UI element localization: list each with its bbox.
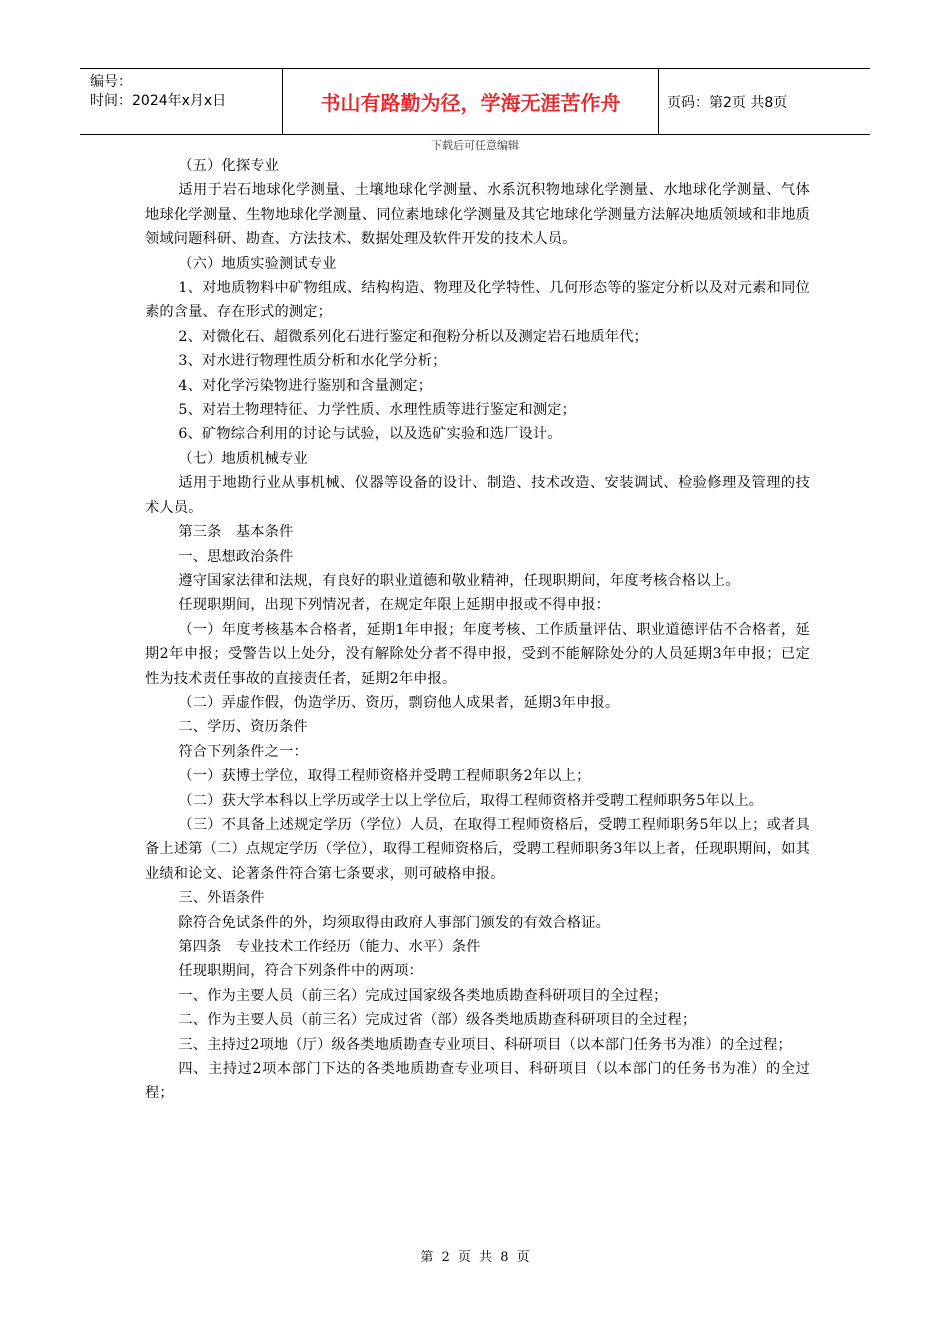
paragraph: 6、矿物综合利用的讨论与试验，以及选矿实验和选厂设计。: [178, 426, 562, 443]
document-body: [145, 154, 810, 1106]
paragraph: 5、对岩土物理特征、力学性质、水理性质等进行鉴定和测定；: [178, 402, 577, 419]
paragraph: 第四条 专业技术工作经历（能力、水平）条件: [178, 939, 481, 955]
paragraph: 四、主持过2项本部门下达的各类地质勘查专业项目、科研项目（以本部门的任务书为准）的全过程；: [145, 1061, 810, 1102]
paragraph: 适用于地勘行业从事机械、仪器等设备的设计、制造、技术改造、安装调试、检验修理及管理的技术人员。: [145, 475, 810, 516]
paragraph: 2、对微化石、超微系列化石进行鉴定和孢粉分析以及测定岩石地质年代；: [178, 328, 648, 345]
paragraph: （一）获博士学位，取得工程师资格并受聘工程师职务2年以上；: [178, 768, 591, 785]
paragraph: （二）获大学本科以上学历或学士以上学位后，取得工程师资格并受聘工程师职务5年以上。: [178, 792, 764, 809]
paragraph: （三）不具备上述规定学历（学位）人员，在取得工程师资格后，受聘工程师职务5年以上；或者具备上述第（二）点规定学历（学位），取得工程师资格后，受聘工程师职务3年以上者，任现职期间，如其业绩和论文、论著条件符合第七条要求，则可破格申报。: [145, 816, 810, 882]
paragraph: （六）地质实验测试专业: [178, 255, 337, 272]
paragraph: 三、主持过2项地（厅）级各类地质勘查专业项目、科研项目（以本部门任务书为准）的全过程；: [178, 1036, 792, 1053]
paragraph: 任现职期间，出现下列情况者，在规定年限上延期申报或不得申报：: [178, 597, 610, 614]
document-time-label: 时间：2024年x月x日: [90, 93, 227, 109]
paragraph: 1、对地质物料中矿物组成、结构构造、物理及化学特性、几何形态等的鉴定分析以及对元素和同位素的含量、存在形式的测定；: [145, 280, 810, 321]
paragraph: 3、对水进行物理性质分析和水化学分析；: [178, 353, 447, 370]
paragraph: （七）地质机械专业: [178, 450, 308, 467]
paragraph: 二、作为主要人员（前三名）完成过省（部）级各类地质勘查科研项目的全过程；: [178, 1012, 697, 1029]
paragraph: 第三条 基本条件: [178, 524, 294, 541]
paragraph: 二、学历、资历条件: [178, 719, 308, 736]
page-footer: 第 2 页 共 8 页: [420, 1250, 530, 1265]
document-number-label: 编号：: [90, 74, 132, 90]
header-meta: [80, 69, 282, 134]
paragraph: 一、作为主要人员（前三名）完成过国家级各类地质勘查科研项目的全过程；: [178, 987, 668, 1004]
header-motto: 书山有路勤为径，学海无涯苦作舟: [282, 69, 659, 134]
paragraph: （一）年度考核基本合格者，延期1年申报；年度考核、工作质量评估、职业道德评估不合格者，延期2年申报；受警告以上处分，没有解除处分者不得申报，受到不能解除处分的人员延期3年申报；已定性为技术责任事故的直接责任者，延期2年申报。: [145, 621, 810, 687]
paragraph: 符合下列条件之一：: [178, 743, 308, 760]
paragraph: （二）弄虚作假，伪造学历、资历，剽窃他人成果者，延期3年申报。: [178, 694, 620, 711]
page-header: [80, 68, 870, 135]
download-note: 下载后可任意编辑: [431, 139, 519, 152]
paragraph: 除符合免试条件的外，均须取得由政府人事部门颁发的有效合格证。: [178, 914, 610, 931]
paragraph: 三、外语条件: [178, 890, 265, 907]
paragraph: 遵守国家法律和法规，有良好的职业道德和敬业精神，任现职期间，年度考核合格以上。: [178, 572, 740, 589]
paragraph: 4、对化学污染物进行鉴别和含量测定；: [178, 377, 433, 394]
paragraph: 适用于岩石地球化学测量、土壤地球化学测量、水系沉积物地球化学测量、水地球化学测量、气体地球化学测量、生物地球化学测量、同位素地球化学测量及其它地球化学测量方法解决地质领域和非地质领域问题科研、勘查、方法技术、数据处理及软件开发的技术人员。: [145, 182, 810, 248]
paragraph: （五）化探专业: [178, 158, 280, 174]
paragraph: 任现职期间，符合下列条件中的两项：: [178, 963, 423, 980]
paragraph: 一、思想政治条件: [178, 548, 294, 565]
header-page-info: 页码：第2页 共8页: [667, 94, 788, 111]
